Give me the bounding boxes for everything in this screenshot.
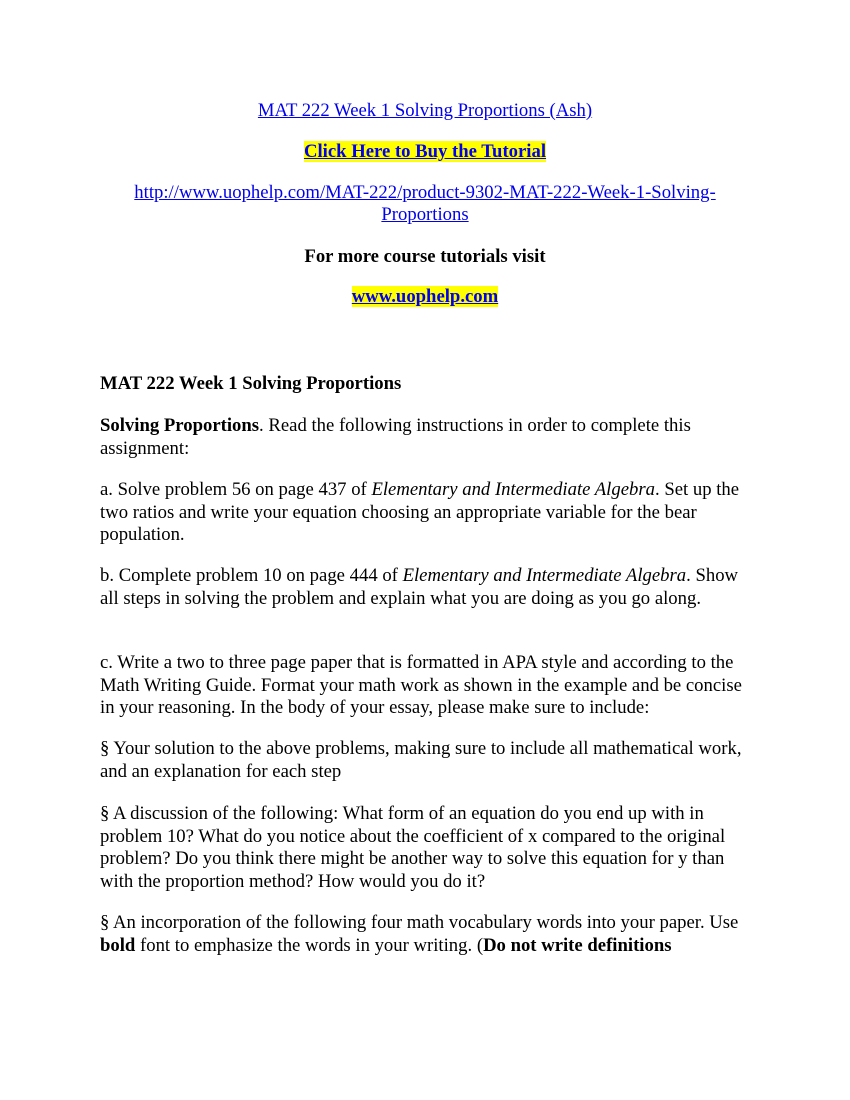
bullet-solution: § Your solution to the above problems, making sure to include all mathematical work, and an explanation for each step <box>100 738 742 782</box>
site-link[interactable]: www.uophelp.com <box>351 286 499 307</box>
bullet3-end: Do not write definitions <box>483 934 672 956</box>
item-b-pre: b. Complete problem 10 on page 444 of <box>100 565 403 586</box>
item-b-post: . Show all steps in solving the problem and explain what you are doing as you go along. <box>100 565 739 609</box>
item-b-book: Elementary and Intermediate Algebra <box>402 565 687 586</box>
buy-line <box>0 141 850 163</box>
bullet-discussion: § A discussion of the following: What form of an equation do you end up with in problem 10? What do you notice about the coefficient of x compared to the original problem? Do you think there might be another way to solve this equation for y than with the proportion method? How would you do it? <box>100 803 726 892</box>
more-tutorials-text: For more course tutorials visit <box>304 246 546 267</box>
item-c-paragraph: c. Write a two to three page paper that is formatted in APA style and according to the Math Writing Guide. Format your math work as shown in the example and be concise in your reasoning. In the body of your essay, please make sure to include: <box>100 652 742 718</box>
item-a-book: Elementary and Intermediate Algebra <box>371 479 655 500</box>
bullet-vocabulary <box>100 912 760 957</box>
product-url-link[interactable] <box>134 182 715 225</box>
section-heading: MAT 222 Week 1 Solving Proportions <box>100 373 402 394</box>
title-link[interactable]: MAT 222 Week 1 Solving Proportions (Ash) <box>257 100 593 121</box>
bullet3-pre: § An incorporation of the following four math vocabulary words into your paper. Use <box>100 912 739 933</box>
url-line-2: Proportions <box>381 204 469 225</box>
url-block <box>0 182 850 226</box>
buy-tutorial-link[interactable]: Click Here to Buy the Tutorial <box>303 141 547 162</box>
item-a-paragraph <box>100 479 760 547</box>
item-a-post: . Set up the two ratios and write your equation choosing an appropriate variable for the bear population. <box>100 479 740 545</box>
bullet3-mid: font to emphasize the words in your writing. ( <box>135 934 484 956</box>
intro-bold: Solving Proportions <box>100 415 260 436</box>
intro-text: . Read the following instructions in order to complete this assignment: <box>100 415 691 459</box>
item-b-paragraph <box>100 565 760 610</box>
url-line-1: http://www.uophelp.com/MAT-222/product-9302-MAT-222-Week-1-Solving- <box>134 182 716 203</box>
bullet3-bold-word: bold <box>100 934 136 956</box>
item-a-pre: a. Solve problem 56 on page 437 of <box>100 479 372 500</box>
intro-paragraph <box>100 415 760 460</box>
title-line <box>0 100 850 122</box>
site-line <box>0 286 850 308</box>
